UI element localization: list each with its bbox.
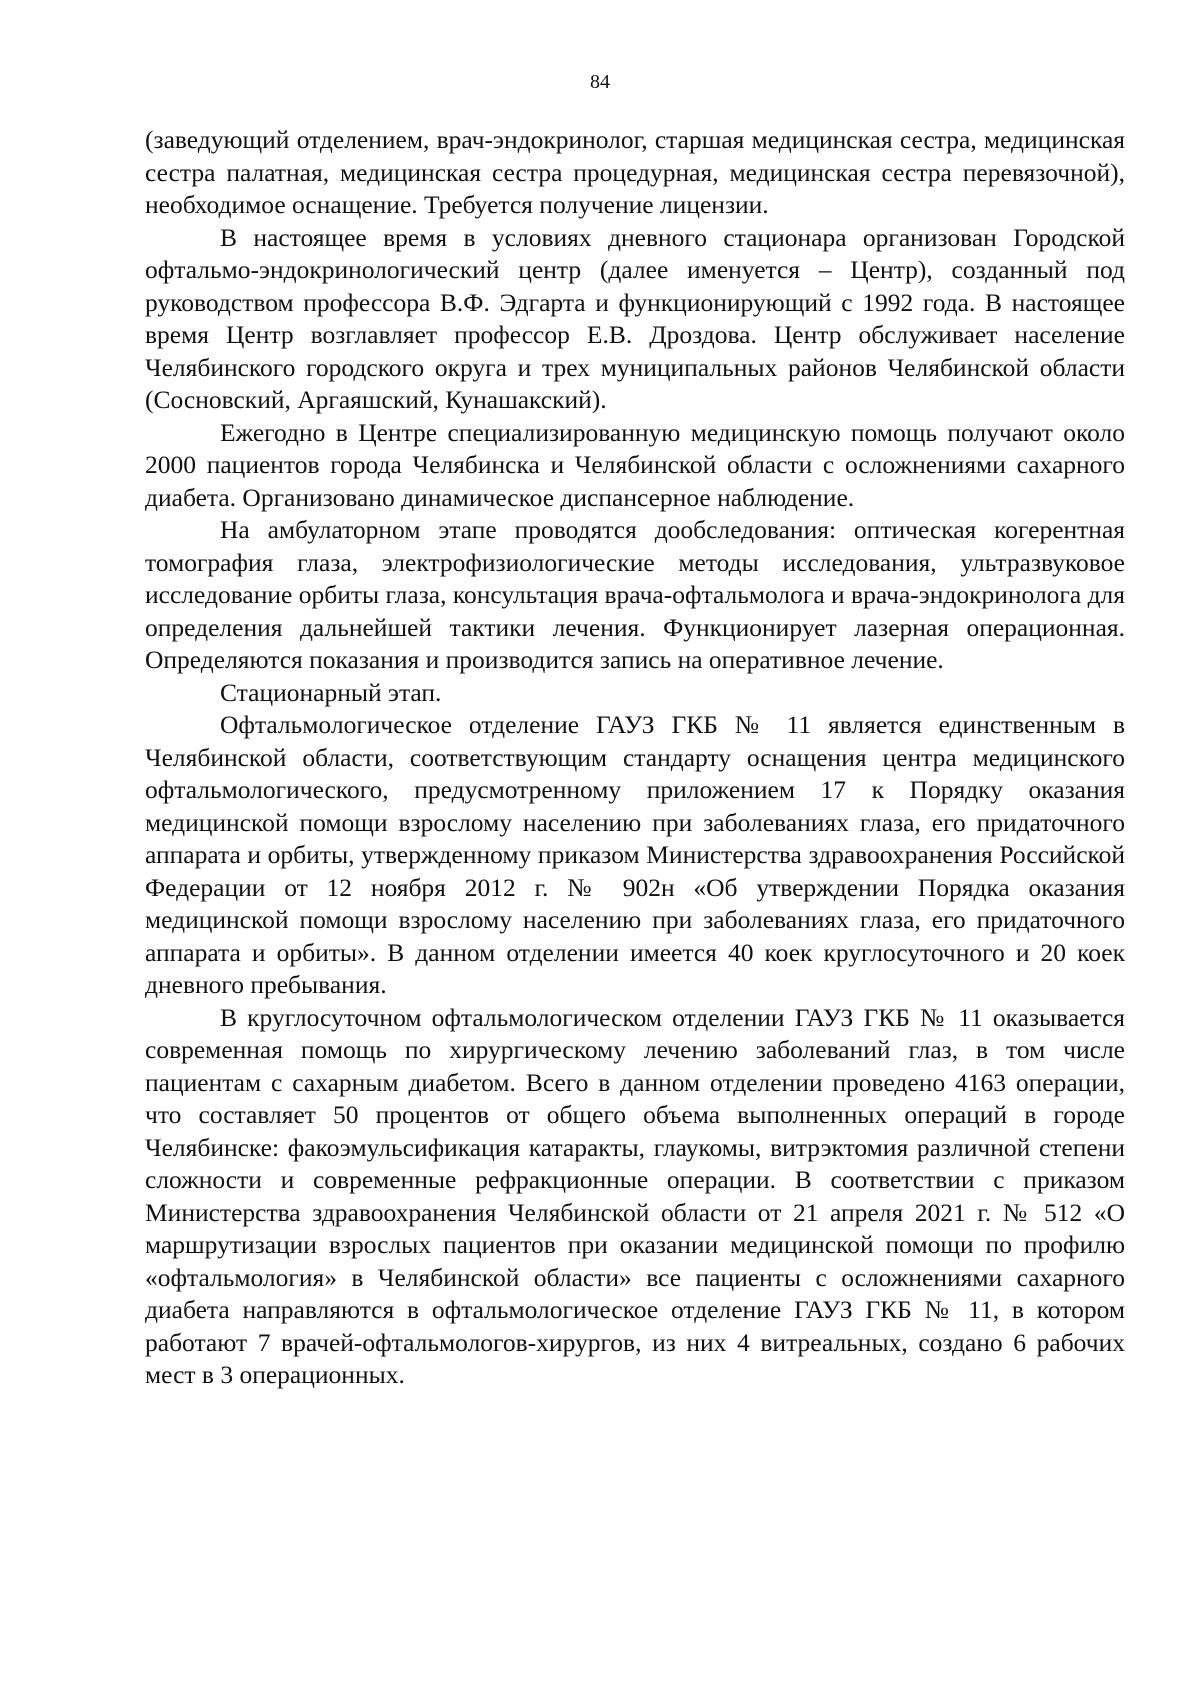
document-body	[145, 124, 1125, 1392]
page-number: 84	[590, 71, 610, 93]
paragraph-staff-continuation: (заведующий отделением, врач-эндокринолог, старшая медицинская сестра, медицинская сестра палатная, медицинская сестра процедурная, медицинская сестра перевязочной), необходимое оснащение. Требуется получение лицензии.	[145, 125, 1125, 219]
paragraph-center-organization: В настоящее время в условиях дневного стационара организован Городской офтальмо-эндокринологический центр (далее именуется – Центр), созданный под руководством профессора В.Ф. Эдгарта и функционирующий с 1992 года. В настоящее время Центр возглавляет профессор Е.В. Дроздова. Центр обслуживает население Челябинского городского округа и трех муниципальных районов Челябинской области (Сосновский, Аргаяшский, Кунашакский).	[145, 222, 1125, 414]
paragraph-annual-patients: Ежегодно в Центре специализированную медицинскую помощь получают около 2000 пациентов города Челябинска и Челябинской области с осложнениями сахарного диабета. Организовано динамическое диспансерное наблюдение.	[145, 417, 1125, 512]
paragraph-inpatient-stage-heading: Стационарный этап.	[220, 677, 442, 707]
paragraph-surgical-care: В круглосуточном офтальмологическом отделении ГАУЗ ГКБ № 11 оказывается современная помощь по хирургическому лечению заболеваний глаз, в том числе пациентам с сахарным диабетом. Всего в данном отделении проведено 4163 операции, что составляет 50 процентов от общего объема выполненных операций в городе Челябинске: факоэмульсификация катаракты, глаукомы, витрэктомия различной степени сложности и современные рефракционные операции. В соответствии с приказом Министерства здравоохранения Челябинской области от 21 апреля 2021 г. № 512 «О маршрутизации взрослых пациентов при оказании медицинской помощи по профилю «офтальмология» в Челябинской области» все пациенты с осложнениями сахарного диабета направляются в офтальмологическое отделение ГАУЗ ГКБ № 11, в котором работают 7 врачей-офтальмологов-хирургов, из них 4 витреальных, создано 6 рабочих мест в 3 операционных.	[145, 1002, 1125, 1389]
paragraph-ophthalmology-department: Офтальмологическое отделение ГАУЗ ГКБ № 11 является единственным в Челябинской области, соответствующим стандарту оснащения центра медицинского офтальмологического, предусмотренному приложением 17 к Порядку оказания медицинской помощи взрослому населению при заболеваниях глаза, его придаточного аппарата и орбиты, утвержденному приказом Министерства здравоохранения Российской Федерации от 12 ноября 2012 г. № 902н «Об утверждении Порядка оказания медицинской помощи взрослому населению при заболеваниях глаза, его придаточного аппарата и орбиты». В данном отделении имеется 40 коек круглосуточного и 20 коек дневного пребывания.	[145, 710, 1125, 999]
paragraph-outpatient-stage: На амбулаторном этапе проводятся дообследования: оптическая когерентная томография глаза, электрофизиологические методы исследования, ультразвуковое исследование орбиты глаза, консультация врача-офтальмолога и врача-эндокринолога для определения дальнейшей тактики лечения. Функционирует лазерная операционная. Определяются показания и производится запись на оперативное лечение.	[145, 515, 1125, 674]
